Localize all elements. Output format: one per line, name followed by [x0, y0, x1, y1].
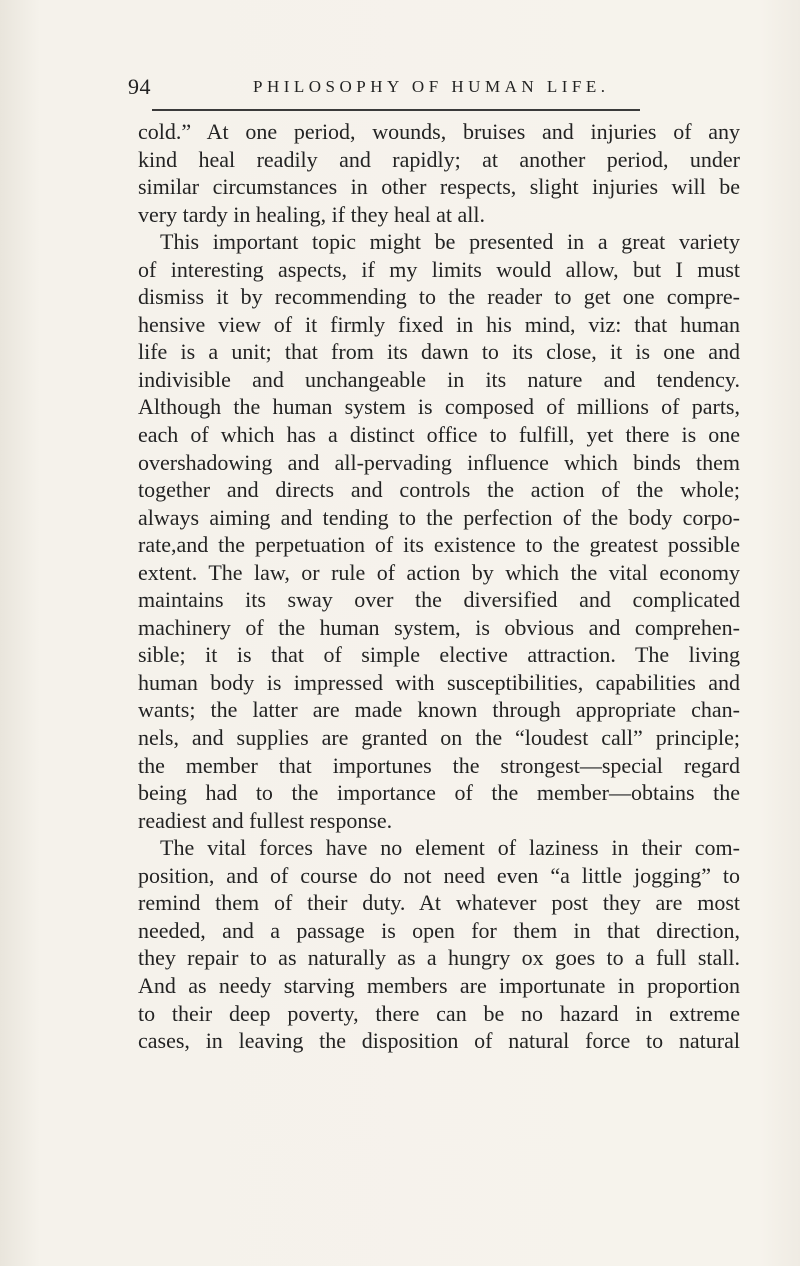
text-line: dismiss it by recommending to the reader to get one compre-: [138, 284, 740, 310]
text-line: position, and of course do not need even “a little jogging” to: [138, 862, 740, 888]
text-line: each of which has a distinct office to fulfill, yet there is one: [138, 422, 740, 448]
text-line: very tardy in healing, if they heal at all.: [138, 201, 485, 227]
text-line: cold.” At one period, wounds, bruises and injuries of any: [138, 119, 740, 144]
body-text: [138, 118, 740, 1055]
text-line: This important topic might be presented in a great variety: [160, 229, 740, 255]
text-line: The vital forces have no element of laziness in their com-: [160, 835, 740, 861]
text-line: extent. The law, or rule of action by which the vital economy: [138, 559, 740, 585]
text-line: machinery of the human system, is obvious and comprehen-: [138, 614, 740, 640]
text-line: remind them of their duty. At whatever post they are most: [138, 890, 740, 916]
text-line: readiest and fullest response.: [138, 807, 393, 833]
text-line: indivisible and unchangeable in its nature and tendency.: [138, 366, 740, 392]
text-line: of interesting aspects, if my limits would allow, but I must: [138, 256, 740, 282]
text-line: sible; it is that of simple elective attraction. The living: [138, 642, 740, 668]
text-line: human body is impressed with susceptibilities, capabilities and: [138, 669, 740, 695]
text-line: being had to the importance of the member—obtains the: [138, 780, 740, 806]
text-line: the member that importunes the strongest—special regard: [138, 752, 740, 778]
text-line: And as needy starving members are importunate in proportion: [138, 972, 740, 998]
text-line: rate,and the perpetuation of its existence to the greatest possible: [138, 532, 740, 558]
text-line: together and directs and controls the action of the whole;: [138, 477, 740, 503]
text-line: maintains its sway over the diversified and complicated: [138, 587, 740, 613]
text-line: hensive view of it firmly fixed in his mind, viz: that human: [138, 311, 740, 337]
text-line: similar circumstances in other respects, slight injuries will be: [138, 174, 740, 200]
text-line: always aiming and tending to the perfection of the body corpo-: [138, 504, 740, 530]
text-line: Although the human system is composed of millions of parts,: [138, 394, 740, 420]
header-rule: [152, 109, 640, 111]
running-head: [128, 74, 748, 104]
text-line: overshadowing and all-pervading influence which binds them: [138, 449, 740, 475]
running-title: PHILOSOPHY OF HUMAN LIFE.: [253, 77, 610, 96]
text-line: nels, and supplies are granted on the “loudest call” principle;: [138, 725, 740, 751]
text-line: needed, and a passage is open for them in that direction,: [138, 917, 740, 943]
text-line: they repair to as naturally as a hungry ox goes to a full stall.: [138, 945, 740, 971]
text-line: wants; the latter are made known through appropriate chan-: [138, 697, 740, 723]
text-line: kind heal readily and rapidly; at another period, under: [138, 146, 740, 172]
page-number: 94: [128, 74, 151, 99]
text-line: cases, in leaving the disposition of natural force to natural: [138, 1028, 740, 1054]
text-line: to their deep poverty, there can be no hazard in extreme: [138, 1000, 740, 1026]
text-line: life is a unit; that from its dawn to its close, it is one and: [138, 339, 740, 365]
